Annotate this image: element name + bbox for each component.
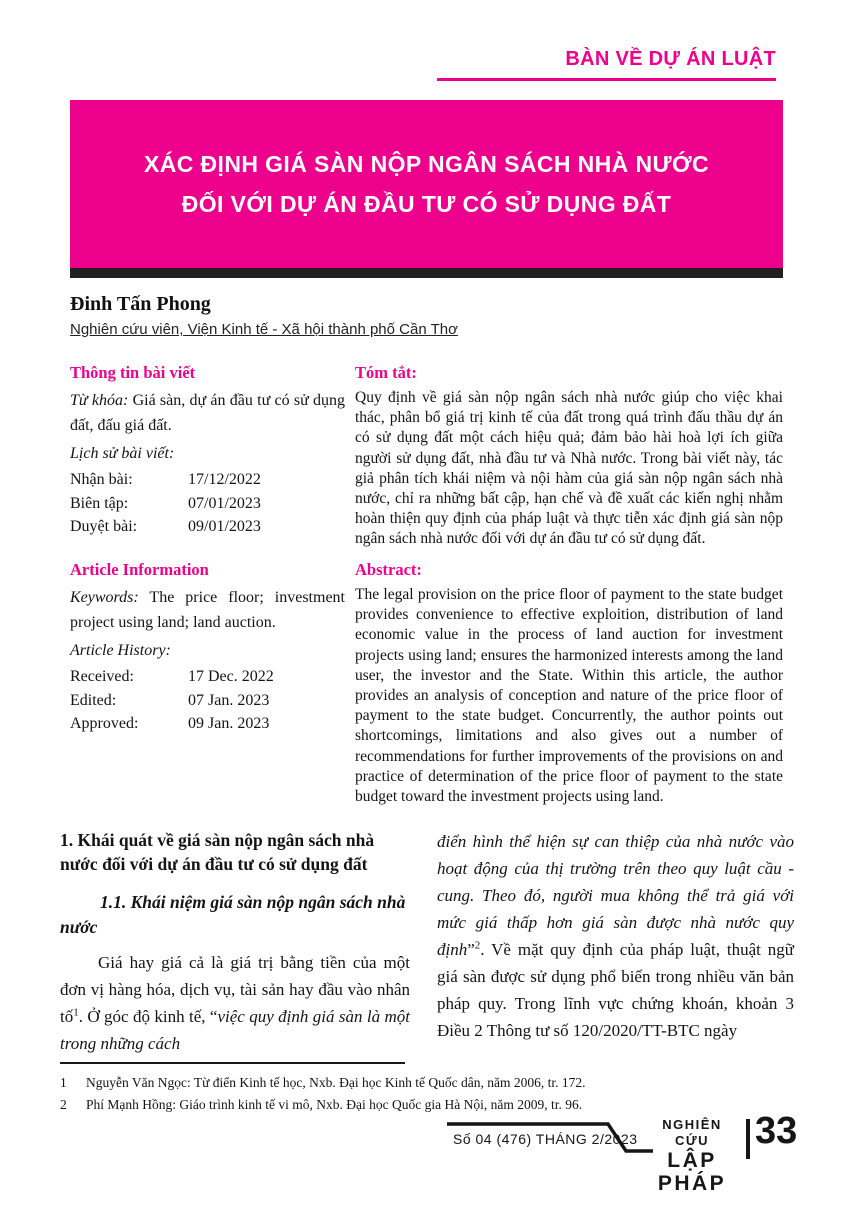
body-paragraph-1-quote: việc quy định giá sàn là một trong những cách [60, 1007, 410, 1053]
keywords-en-label: Keywords: [70, 589, 139, 606]
body-paragraph-2 [437, 828, 794, 1044]
info-vi-heading: Thông tin bài viết [70, 363, 196, 382]
footnote-number: 2 [60, 1097, 67, 1112]
author-affiliation: Nghiên cứu viên, Viện Kinh tế - Xã hội thành phố Cần Thơ [70, 321, 458, 338]
history-row-label: Received: [70, 668, 134, 685]
footnotes [60, 1072, 797, 1116]
closing-quote: ” [467, 940, 475, 959]
history-row-value: 07/01/2023 [188, 494, 261, 512]
history-row-label: Nhận bài: [70, 471, 133, 488]
history-row-label: Biên tập: [70, 494, 129, 512]
history-row [70, 712, 345, 736]
abstract-en [355, 560, 783, 807]
abstract-vi [355, 363, 783, 550]
history-row-label: Approved: [70, 715, 139, 732]
info-en-heading: Article Information [70, 560, 209, 579]
history-vi-label: Lịch sử bài viết: [70, 445, 175, 462]
section-heading-1: 1. Khái quát về giá sàn nộp ngân sách nhà nước đối với dự án đầu tư có sử dụng đất [60, 830, 375, 874]
history-row-label: Edited: [70, 691, 117, 709]
abstract-vi-heading: Tóm tắt: [355, 363, 417, 382]
keywords-vi-label: Từ khóa: [70, 392, 129, 409]
body-paragraph-1 [60, 949, 410, 1057]
title-block-underbar [70, 268, 783, 278]
article-info-vi [70, 363, 345, 539]
article-title-block [70, 100, 783, 268]
footnote [60, 1072, 797, 1094]
article-title-line1: XÁC ĐỊNH GIÁ SÀN NỘP NGÂN SÁCH NHÀ NƯỚC [143, 151, 710, 177]
body-paragraph-1-mid: . Ở góc độ kinh tế, “ [78, 1007, 218, 1026]
body-paragraph-2-quote: điển hình thể hiện sự can thiệp của nhà nước vào hoạt động của thị trường trên theo quy luật cầu - cung. Theo đó, người mua không thể trả giá với mức giá thấp hơn giá sàn được nhà nước quy định [437, 832, 794, 959]
page-number: 33 [755, 1110, 798, 1152]
body-column-right [437, 828, 794, 1044]
journal-logo-line2: LẬP PHÁP [657, 1149, 727, 1195]
keywords-vi [70, 388, 345, 438]
history-row [70, 468, 345, 492]
journal-logo-line1: NGHIÊN CỨU [662, 1117, 722, 1148]
footnote [60, 1094, 797, 1116]
abstract-vi-text: Quy định về giá sàn nộp ngân sách nhà nước giúp cho việc khai thác, phân bổ giá trị kinh tế của đất trong quá trình đấu thầu dự án có sử dụng đất một cách hiệu quả; đảm bảo hài hoà lợi ích giữa người sử dụng đất, nhà đầu tư và Nhà nước. Trong bài viết này, tác giả phân tích khái niệm và nội hàm của giá sàn nộp ngân sách nhà nước, chỉ ra những bất cập, hạn chế và đề xuất các kiến nghị nhằm hoàn thiện quy định của pháp luật và thực tiễn xác định giá sàn nộp ngân sách nhà nước đối với dự án đầu tư có sử dụng đất. [355, 389, 783, 548]
history-row [70, 492, 345, 516]
section-heading-1-1: 1.1. Khái niệm giá sàn nộp ngân sách nhà nước [60, 892, 406, 937]
footnote-rule [60, 1062, 405, 1064]
history-row-value: 07 Jan. 2023 [188, 691, 270, 709]
footnote-ref-2: 2 [474, 939, 481, 952]
keywords-en [70, 585, 345, 635]
history-row [70, 515, 345, 539]
history-row-value: 17 Dec. 2022 [188, 668, 274, 685]
footnote-number: 1 [60, 1075, 67, 1090]
footnote-text: Phí Mạnh Hồng: Giáo trình kinh tế vi mô, Nxb. Đại học Quốc gia Hà Nội, năm 2009, tr. 96. [86, 1097, 583, 1112]
history-row [70, 665, 345, 689]
abstract-en-heading: Abstract: [355, 560, 422, 579]
footnote-text: Nguyễn Văn Ngọc: Từ điển Kinh tế học, Nxb. Đại học Kinh tế Quốc dân, năm 2006, tr. 172. [86, 1075, 586, 1090]
keywords-vi-text: Giá sàn, dự án đầu tư có sử dụng đất, đấu giá đất. [70, 392, 345, 434]
abstract-en-text: The legal provision on the price floor of payment to the state budget provides convenience to effective exploition, distribution of land economic value in the process of land auction for investment projects using land; ensures the harmonized interests among the land user, the investor and the State. Within this article, the author provides an analysis of conception and nature of the price floor of payment to the state budget. Concurrently, the author points out shortcomings, limitations and also gives out a number of recommendations for further improvements of the provisions on and practice of determination of the price floor of payment to the state budget toward the investment projects using land. [355, 586, 783, 806]
footer-issue-label: Số 04 (476) THÁNG 2/2023 [453, 1131, 638, 1147]
body-column-left [60, 828, 410, 1057]
body-paragraph-2-text: . Về mặt quy định của pháp luật, thuật ngữ giá sàn được sử dụng phổ biến trong nhiều văn bản pháp quy. Trong lĩnh vực chứng khoán, khoản 3 Điều 2 Thông tư số 120/2020/TT-BTC ngày [437, 940, 794, 1040]
article-title-line2: ĐỐI VỚI DỰ ÁN ĐẦU TƯ CÓ SỬ DỤNG ĐẤT [181, 191, 672, 217]
footnote-ref-1: 1 [73, 1006, 79, 1019]
footer-divider-bar [746, 1119, 750, 1159]
header-rule [437, 78, 776, 81]
history-row-value: 17/12/2022 [188, 471, 261, 488]
keywords-en-text: The price floor; investment project using land; land auction. [70, 589, 345, 631]
history-row-value: 09/01/2023 [188, 518, 261, 535]
section-label: BÀN VỀ DỰ ÁN LUẬT [565, 48, 776, 70]
history-en-label: Article History: [70, 642, 171, 659]
body-paragraph-1-text: Giá hay giá cả là giá trị bằng tiền của một đơn vị hàng hóa, dịch vụ, tài sản hay đầu vào nhân tố [60, 953, 410, 1026]
article-info-en [70, 560, 345, 736]
history-row-label: Duyệt bài: [70, 518, 138, 535]
journal-logo [644, 1117, 740, 1195]
history-row-value: 09 Jan. 2023 [188, 715, 270, 732]
author-name: Đinh Tấn Phong [70, 293, 211, 315]
history-row [70, 689, 345, 713]
